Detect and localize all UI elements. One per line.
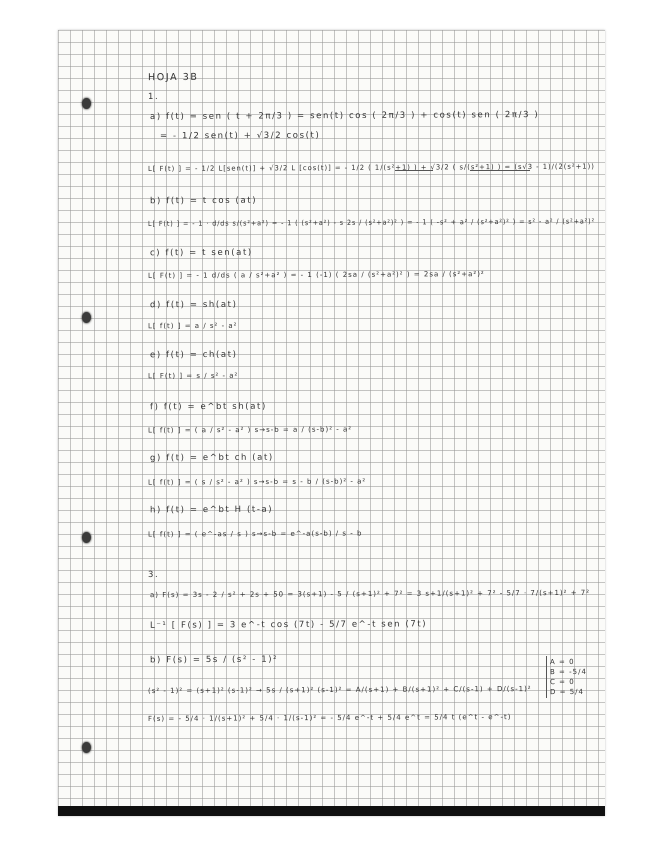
exercise-h-laplace: L[ f(t) ] = ( e^-as / s ) s→s-b = e^-a(s-b) / s - b <box>147 529 363 539</box>
exercise-a-laplace: L[ F(t) ] = - 1/2 L[sen(t)] + √3/2 L [cos(t)] = - 1/2 ( 1/(s²+1) ) + √3/2 ( s/(s²+1) ) = (s√3 - 1)/(2(s²+1)) <box>148 162 595 173</box>
coefficients-bracket <box>546 656 547 698</box>
exercise-3b-result: F(s) = - 5/4 · 1/(s+1)² + 5/4 · 1/(s-1)² = - 5/4 e^-t + 5/4 e^t = 5/4 t (e^t - e^-t) <box>147 713 512 723</box>
coefficient-a: A = 0 <box>549 657 575 667</box>
exercise-h-statement: h) f(t) = e^bt H (t-a) <box>149 504 274 516</box>
binder-hole-lower <box>82 532 91 543</box>
page-title: HOJA 3B <box>147 71 199 84</box>
section-1-number: 1. <box>147 91 160 103</box>
fraction-bar <box>395 170 433 171</box>
notebook-page <box>58 30 605 816</box>
coefficient-c: C = 0 <box>549 677 575 687</box>
exercise-f-laplace: L[ f(t) ] = ( a / s² - a² ) s→s-b = a / (s-b)² - a² <box>147 425 353 435</box>
binder-hole-top <box>82 98 91 109</box>
fraction-bar <box>470 170 530 171</box>
exercise-b-laplace: L[ F(t) ] = - 1 · d/ds s/(s²+a²) = - 1 ( (s²+a²) - s 2s / (s²+a²)² ) = - 1 ( -s² + a² / (s²+a²)² ) = s² - a² / (s²+a²)² <box>148 217 596 228</box>
section-3-number: 3. <box>147 569 160 581</box>
exercise-3b-decomposition: (s² - 1)² = (s+1)² (s-1)² → 5s / (s+1)² (s-1)² = A/(s+1) + B/(s+1)² + C/(s-1) + D/(s-1)² <box>147 684 532 696</box>
exercise-c-laplace: L[ F(t) ] = - 1 d/ds ( a / s²+a² ) = - 1 (-1) ( 2sa / (s²+a²)² ) = 2sa / (s²+a²)² <box>147 270 485 280</box>
page-bottom-shadow <box>58 806 605 816</box>
exercise-g-statement: g) f(t) = e^bt ch (at) <box>149 452 274 464</box>
exercise-a-statement: a) f(t) = sen ( t + 2π/3 ) = sen(t) cos ( 2π/3 ) + cos(t) sen ( 2π/3 ) <box>149 109 540 123</box>
exercise-e-statement: e) f(t) = ch(at) <box>149 349 238 361</box>
exercise-c-statement: c) f(t) = t sen(at) <box>149 247 253 259</box>
coefficient-b: B = -5/4 <box>549 667 587 677</box>
exercise-a-expansion: = - 1/2 sen(t) + √3/2 cos(t) <box>159 130 321 142</box>
exercise-b-statement: b) f(t) = t cos (at) <box>149 195 258 207</box>
exercise-3b-statement: b) F(s) = 5s / (s² - 1)² <box>149 654 279 666</box>
coefficient-d: D = 5/4 <box>549 687 585 697</box>
exercise-d-statement: d) f(t) = sh(at) <box>149 299 238 311</box>
exercise-g-laplace: L[ f(t) ] = ( s / s² - a² ) s→s-b = s - b / (s-b)² - a² <box>147 477 367 487</box>
binder-hole-middle <box>82 312 91 323</box>
exercise-f-statement: f) f(t) = e^bt sh(at) <box>149 401 267 413</box>
exercise-e-laplace: L[ F(t) ] = s / s² - a² <box>147 371 239 381</box>
binder-hole-bottom <box>82 742 91 753</box>
exercise-3a-inverse: L⁻¹ [ F(s) ] = 3 e^-t cos (7t) - 5/7 e^-t sen (7t) <box>149 619 428 631</box>
exercise-3a-statement: a) F(s) = 3s - 2 / s² + 2s + 50 = 3(s+1) - 5 / (s+1)² + 7² = 3 s+1/(s+1)² + 7² - 5/7 · 7/(s+1)² + 7² <box>149 588 591 600</box>
exercise-d-laplace: L[ f(t) ] = a / s² - a² <box>147 321 238 331</box>
